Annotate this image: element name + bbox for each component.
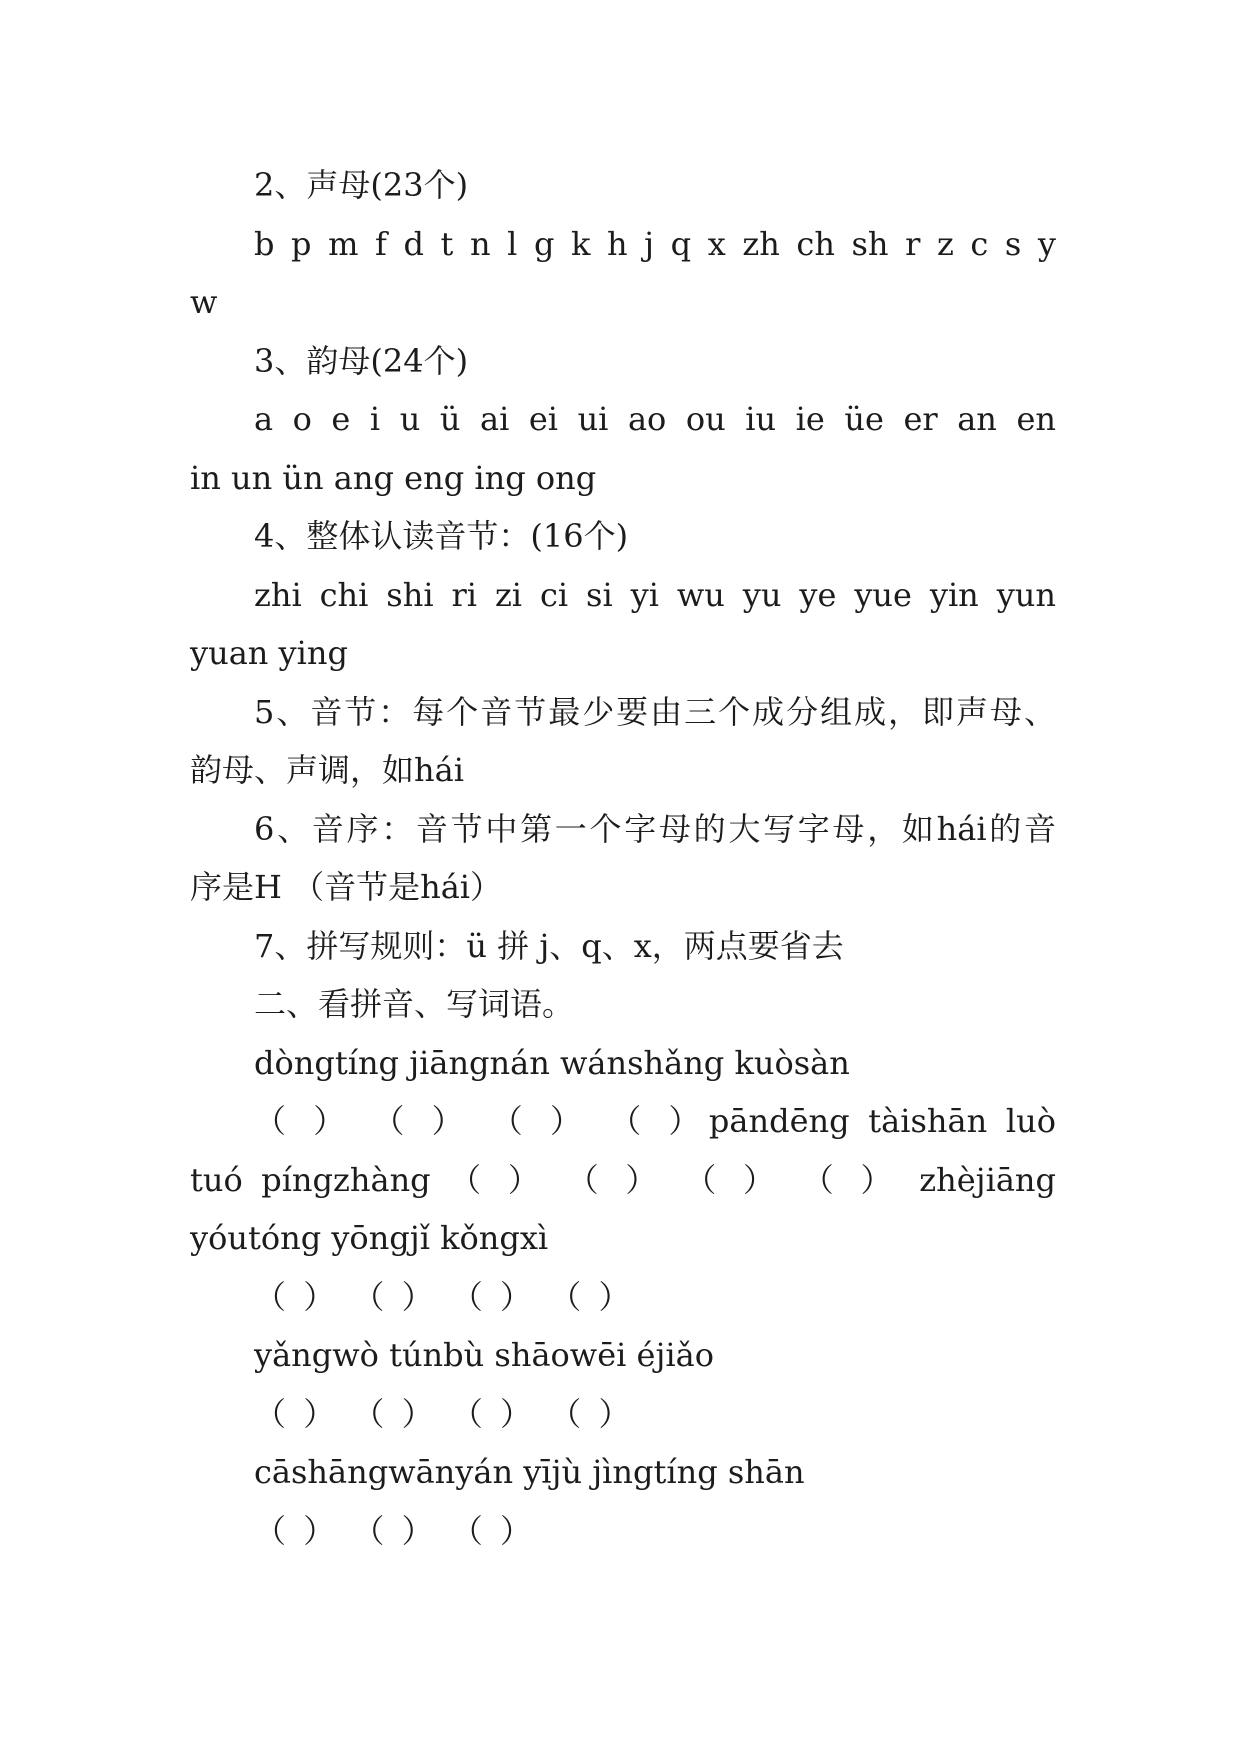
- text-line: 韵母、声调，如hái: [190, 751, 464, 789]
- text-line: in un ün ang eng ing ong: [190, 458, 597, 497]
- text-line: cāshāngwānyán yījù jìngtíng shān: [254, 1453, 805, 1491]
- pinyin-row: [190, 1034, 1056, 1093]
- text-line: yǎngwò túnbù shāowēi éjiǎo: [254, 1336, 714, 1374]
- text-line: （ ） （ ） （ ） （ ）: [254, 1277, 631, 1316]
- text-line: dòngtíng jiāngnán wánshǎng kuòsàn: [254, 1043, 850, 1082]
- note-initial-letter: [190, 800, 1056, 917]
- document-body: [190, 156, 1056, 1560]
- text-line: b p m f d t n l g k h j q x zh ch sh r z c s y: [254, 224, 1056, 263]
- pinyin-row: [190, 1092, 1056, 1268]
- answer-blanks-row: [190, 1385, 1056, 1444]
- text-line: tuó píngzhàng （ ） （ ） （ ） （ ） zhèjiāng: [190, 1160, 1056, 1199]
- note-syllable: [190, 683, 1056, 800]
- text-line: 序是H （音节是hái）: [190, 868, 503, 906]
- text-line: （ ） （ ） （ ）: [254, 1511, 533, 1550]
- text-line: 2、声母(23个): [254, 166, 469, 204]
- text-line: （ ） （ ） （ ） （ ）: [254, 1394, 631, 1433]
- initials-list: [190, 215, 1056, 332]
- text-line: 4、整体认读音节：(16个): [254, 517, 629, 555]
- text-line: 5、音节：每个音节最少要由三个成分组成，即声母、: [254, 692, 1056, 731]
- text-line: 二、看拼音、写词语。: [254, 985, 575, 1023]
- pinyin-row: [190, 1326, 1056, 1385]
- exercise-heading: [190, 975, 1056, 1034]
- text-line: a o e i u ü ai ei ui ao ou iu ie üe er an en: [254, 400, 1056, 438]
- pinyin-row: [190, 1443, 1056, 1502]
- text-line: 7、拼写规则：ü 拼 j、q、x，两点要省去: [254, 926, 844, 965]
- text-line: yuan ying: [190, 634, 348, 672]
- text-line: zhi chi shi ri zi ci si yi wu yu ye yue yin yun: [254, 575, 1056, 614]
- answer-blanks-row: [190, 1268, 1056, 1327]
- whole-syllables-list: [190, 566, 1056, 683]
- finals-list: [190, 390, 1056, 507]
- text-line: w: [190, 283, 218, 321]
- text-line: （ ） （ ） （ ） （ ）pāndēng tàishān luò: [254, 1102, 1056, 1140]
- text-line: 3、韵母(24个): [254, 341, 469, 380]
- text-line: yóutóng yōngjǐ kǒngxì: [190, 1219, 549, 1257]
- section-heading-initials: [190, 156, 1056, 215]
- answer-blanks-row: [190, 1502, 1056, 1561]
- text-line: 6、音序：音节中第一个字母的大写字母，如hái的音: [254, 809, 1056, 848]
- section-heading-whole-syllables: [190, 507, 1056, 566]
- section-heading-finals: [190, 332, 1056, 391]
- note-spelling-rule: [190, 917, 1056, 976]
